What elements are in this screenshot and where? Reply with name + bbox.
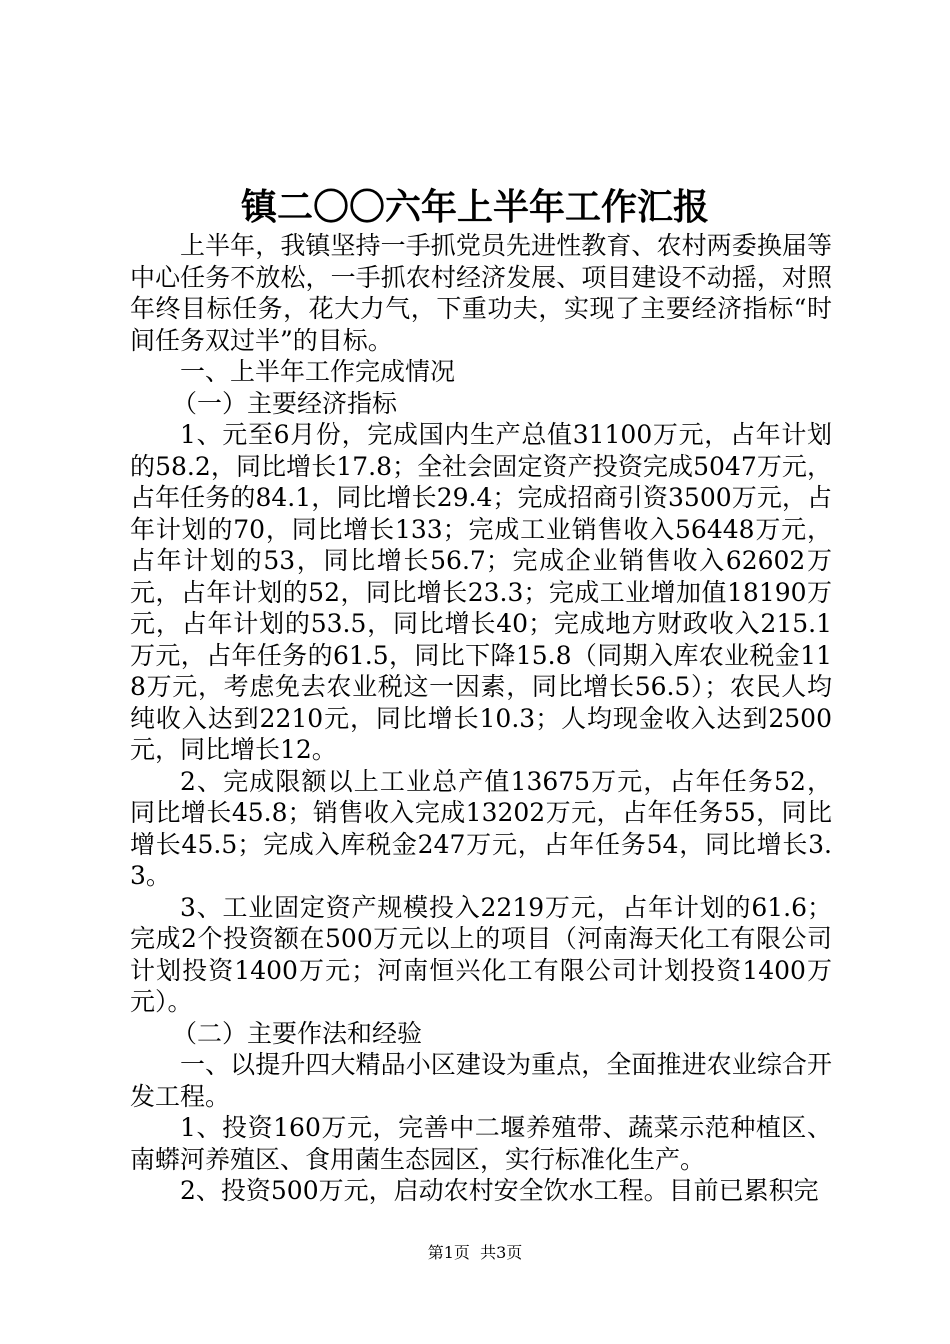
section-heading-1: 一、上半年工作完成情况 [180, 357, 456, 386]
subsection-heading-2: （二）主要作法和经验 [172, 1018, 423, 1048]
document-body [130, 230, 832, 1207]
page-footer: 第1页 共3页 [427, 1243, 523, 1262]
subsection-heading-1: （一）主要经济指标 [172, 388, 398, 418]
paragraph-intro: 上半年，我镇坚持一手抓党员先进性教育、农村两委换届等中心任务不放松，一手抓农村经济发展、项目建设不动摇，对照年终目标任务，花大力气，下重功夫，实现了主要经济指标“时间任务双过半”的目标。 [130, 231, 832, 355]
paragraph-item-3: 3、工业固定资产规模投入2219万元，占年计划的61.6；完成2个投资额在500万元以上的项目（河南海天化工有限公司计划投资1400万元；河南恒兴化工有限公司计划投资1400万元）。 [130, 892, 832, 1016]
paragraph-item-2: 2、完成限额以上工业总产值13675万元，占年任务52，同比增长45.8；销售收入完成13202万元，占年任务55，同比增长45.5；完成入库税金247万元，占年任务54，同比增长3.3。 [130, 766, 832, 890]
document-title: 镇二〇〇六年上半年工作汇报 [240, 187, 709, 228]
paragraph-measure-1-item-1: 1、投资160万元，完善中二堰养殖带、蔬菜示范种植区、南蟒河养殖区、食用菌生态园区，实行标准化生产。 [130, 1113, 832, 1174]
paragraph-measure-1-item-2: 2、投资500万元，启动农村安全饮水工程。目前已累积完 [180, 1176, 819, 1205]
paragraph-item-1: 1、元至6月份，完成国内生产总值31100万元，占年计划的58.2，同比增长17.8；全社会固定资产投资完成5047万元，占年任务的84.1，同比增长29.4；完成招商引资3500万元，占年计划的70，同比增长133；完成工业销售收入56448万元，占年计划的53，同比增长56.7；完成企业销售收入62602万元，占年计划的52，同比增长23.3；完成工业增加值18190万元，占年计划的53.5，同比增长40；完成地方财政收入215.1万元，占年任务的61.5，同比下降15.8（同期入库农业税金118万元，考虑免去农业税这一因素，同比增长56.5）；农民人均纯收入达到2210元，同比增长10.3；人均现金收入达到2500元，同比增长12。 [130, 420, 832, 764]
paragraph-measure-1: 一、以提升四大精品小区建设为重点，全面推进农业综合开发工程。 [130, 1050, 832, 1111]
